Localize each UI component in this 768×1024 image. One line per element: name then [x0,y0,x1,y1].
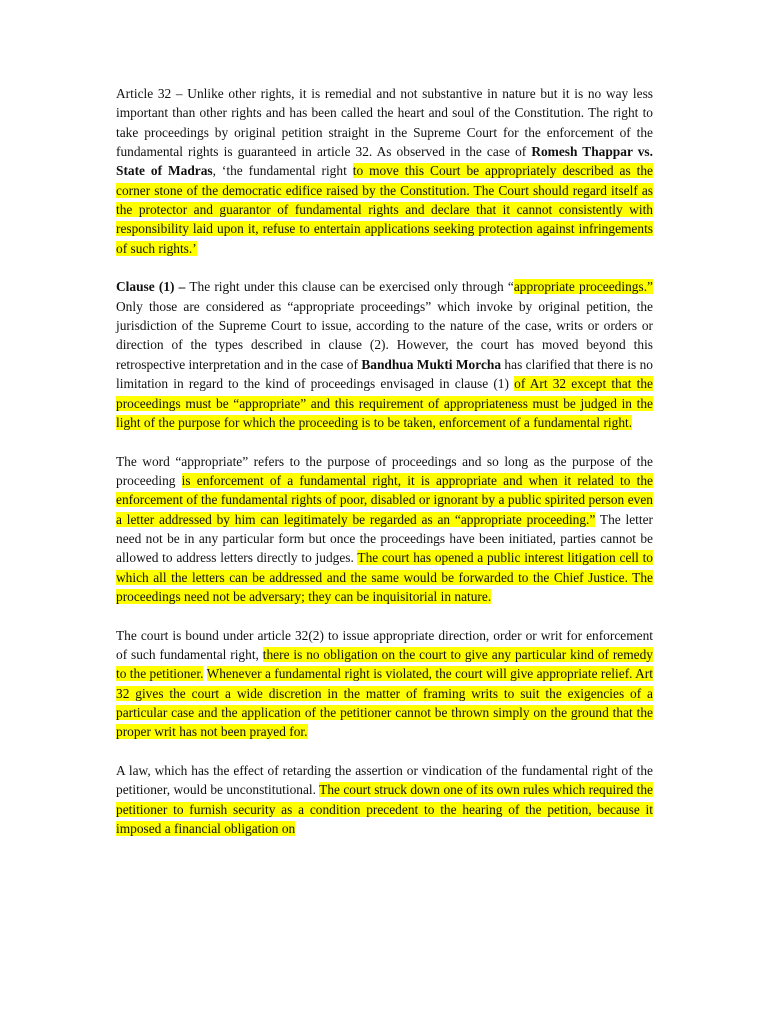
text-segment: The word “appropriate” refers to the purpose of proceedings and so long as the purpose of the proceeding [116,453,653,488]
document-page [116,84,653,858]
highlighted-text: to move this Court be appropriately described as the corner stone of the democratic edifice raised by the Constitution. The Court should regard itself as the protector and guarantor of fundamental rights and declare that it cannot consistently with responsibility laid upon it, refuse to entertain applications seeking protection against infringements of such rights.’ [116,163,653,256]
highlighted-text: of Art 32 except that the proceedings must be “appropriate” and this requirement of appropriateness must be judged in the light of the purpose for which the proceeding is to be taken, enforcement of a fundamental right. [116,376,653,430]
case-name-romesh-thappar: Romesh Thappar vs. State of Madras [116,144,653,179]
clause-heading: Clause (1) – [116,279,186,295]
highlighted-text: appropriate proceedings.” [513,279,653,295]
paragraph-article-32 [116,84,653,258]
text-segment: Article 32 – Unlike other rights, it is remedial and not substantive in nature but it is no way less important than other rights and has been called the heart and soul of the Constitution. The right to take proceedings by original petition straight in the Supreme Court for the enforcement of the fundamental rights is guaranteed in article 32. As observed in the case of [116,86,653,160]
highlighted-text: is enforcement of a fundamental right, it is appropriate and when it related to the enforcement of the fundamental rights of poor, disabled or ignorant by a public spirited person even a letter addressed by him can legitimately be regarded as an “appropriate proceeding.” [116,472,653,527]
paragraph-clause-1 [116,277,653,432]
text-segment: The court is bound under article 32(2) to issue appropriate direction, order or writ for enforcement of such fundamental right, [116,627,653,662]
paragraph-article-32-2 [116,626,653,742]
text-segment: Only those are considered as “appropriate proceedings” which invoke by original petition, the jurisdiction of the Supreme Court to issue, according to the nature of the case, writs or orders or direction of the types described in clause (2). However, the court has moved beyond this retrospective interpretation and in the case of [116,298,653,372]
text-segment: has clarified that there is no limitation in regard to the kind of proceedings envisaged in clause (1) [116,356,653,392]
highlighted-text: The court has opened a public interest litigation cell to which all the letters can be addressed and the same would be forwarded to the Chief Justice. The proceedings need not be adversary; they can be inquisitorial in nature. [116,550,653,604]
highlighted-text: The court struck down one of its own rules which required the petitioner to furnish security as a condition precedent to the hearing of the petition, because it imposed a financial obligation on [116,782,653,837]
case-name-bandhua-mukti-morcha: Bandhua Mukti Morcha [361,356,502,372]
text-segment: A law, which has the effect of retarding the assertion or vindication of the fundamental right of the petitioner, would be unconstitutional. [116,763,653,798]
text-segment: The right under this clause can be exercised only through “ [185,279,514,295]
highlighted-text: there is no obligation on the court to give any particular kind of remedy to the petitioner. [116,646,653,682]
highlighted-text: Whenever a fundamental right is violated, the court will give appropriate relief. Art 32 gives the court a wide discretion in the matter of framing writs to suit the exigencies of a particular case and the application of the petitioner cannot be thrown simply on the ground that the proper writ has not been prayed for. [116,666,653,740]
paragraph-appropriate [116,452,653,607]
paragraph-law-retarding [116,761,653,838]
text-segment: , ‘the fundamental right [212,163,353,179]
text-segment: The letter need not be in any particular form but once the proceedings have been initiated, parties cannot be allowed to address letters directly to judges. [116,511,654,566]
